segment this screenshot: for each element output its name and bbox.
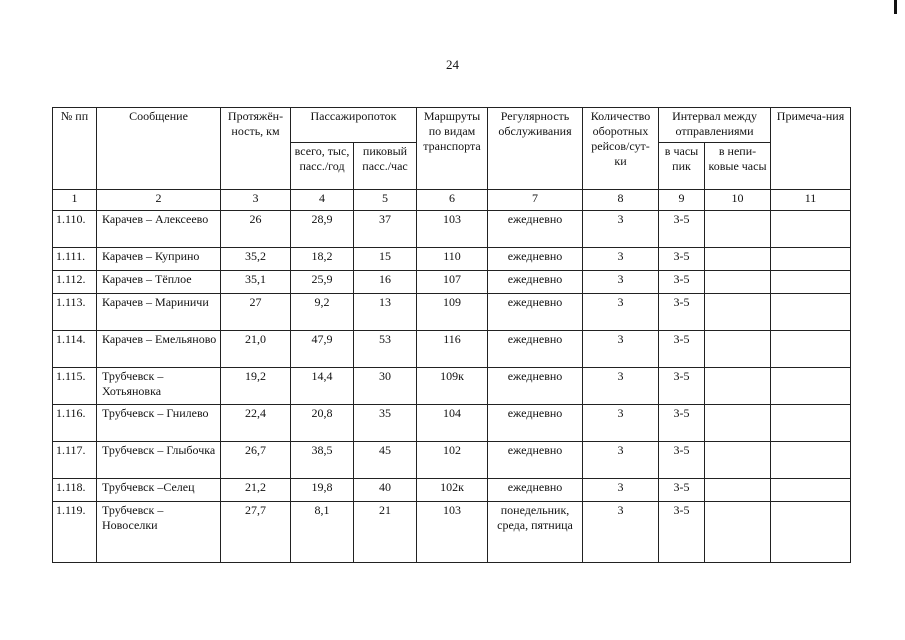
interval-offpeak <box>705 331 771 368</box>
regularity: понедельник, среда, пятница <box>488 502 583 563</box>
regularity: ежедневно <box>488 294 583 331</box>
column-number: 7 <box>488 190 583 211</box>
header-trips: Количество оборотных рейсов/сут-ки <box>583 108 659 190</box>
notes <box>771 211 851 248</box>
trips-count: 3 <box>583 405 659 442</box>
header-interval: Интервал между отправлениями <box>659 108 771 143</box>
passenger-peak: 16 <box>354 271 417 294</box>
interval-peak: 3-5 <box>659 211 705 248</box>
row-number: 1.118. <box>53 479 97 502</box>
regularity: ежедневно <box>488 211 583 248</box>
table-body <box>53 211 851 563</box>
route-length: 35,1 <box>221 271 291 294</box>
passenger-peak: 15 <box>354 248 417 271</box>
table-row <box>53 294 851 331</box>
table-row <box>53 368 851 405</box>
transport-route: 103 <box>417 211 488 248</box>
header-peak: пиковый пасс./час <box>354 143 417 190</box>
header-route: Сообщение <box>97 108 221 190</box>
trips-count: 3 <box>583 442 659 479</box>
route-length: 22,4 <box>221 405 291 442</box>
interval-offpeak <box>705 502 771 563</box>
header-total: всего, тыс, пасс./год <box>291 143 354 190</box>
trips-count: 3 <box>583 211 659 248</box>
passenger-total: 9,2 <box>291 294 354 331</box>
column-number: 11 <box>771 190 851 211</box>
passenger-total: 20,8 <box>291 405 354 442</box>
regularity: ежедневно <box>488 368 583 405</box>
interval-peak: 3-5 <box>659 502 705 563</box>
transport-route: 116 <box>417 331 488 368</box>
route-name: Трубчевск –Селец <box>97 479 221 502</box>
transport-route: 107 <box>417 271 488 294</box>
routes-table <box>52 107 851 563</box>
column-number: 5 <box>354 190 417 211</box>
column-number: 3 <box>221 190 291 211</box>
passenger-peak: 53 <box>354 331 417 368</box>
column-number: 4 <box>291 190 354 211</box>
route-length: 26,7 <box>221 442 291 479</box>
interval-offpeak <box>705 442 771 479</box>
row-number: 1.113. <box>53 294 97 331</box>
passenger-total: 18,2 <box>291 248 354 271</box>
interval-peak: 3-5 <box>659 331 705 368</box>
column-number: 10 <box>705 190 771 211</box>
notes <box>771 502 851 563</box>
interval-peak: 3-5 <box>659 405 705 442</box>
route-name: Трубчевск – Новоселки <box>97 502 221 563</box>
header-regularity: Регулярность обслуживания <box>488 108 583 190</box>
row-number: 1.114. <box>53 331 97 368</box>
passenger-total: 47,9 <box>291 331 354 368</box>
notes <box>771 331 851 368</box>
passenger-peak: 13 <box>354 294 417 331</box>
column-number: 1 <box>53 190 97 211</box>
route-length: 35,2 <box>221 248 291 271</box>
table-row <box>53 271 851 294</box>
route-name: Трубчевск – Гнилево <box>97 405 221 442</box>
column-number: 8 <box>583 190 659 211</box>
header-row-top <box>53 108 851 143</box>
interval-peak: 3-5 <box>659 294 705 331</box>
route-name: Трубчевск – Хотьяновка <box>97 368 221 405</box>
passenger-peak: 30 <box>354 368 417 405</box>
route-name: Карачев – Тёплое <box>97 271 221 294</box>
interval-offpeak <box>705 479 771 502</box>
transport-route: 104 <box>417 405 488 442</box>
trips-count: 3 <box>583 502 659 563</box>
table-header <box>53 108 851 211</box>
trips-count: 3 <box>583 368 659 405</box>
route-name: Карачев – Алексеево <box>97 211 221 248</box>
passenger-total: 28,9 <box>291 211 354 248</box>
row-number: 1.111. <box>53 248 97 271</box>
interval-peak: 3-5 <box>659 442 705 479</box>
column-number: 2 <box>97 190 221 211</box>
header-notes: Примеча-ния <box>771 108 851 190</box>
trips-count: 3 <box>583 479 659 502</box>
route-length: 26 <box>221 211 291 248</box>
table-row <box>53 248 851 271</box>
route-length: 21,2 <box>221 479 291 502</box>
route-name: Карачев – Емельяново <box>97 331 221 368</box>
row-number: 1.110. <box>53 211 97 248</box>
trips-count: 3 <box>583 331 659 368</box>
interval-peak: 3-5 <box>659 368 705 405</box>
interval-offpeak <box>705 271 771 294</box>
table-row <box>53 331 851 368</box>
interval-offpeak <box>705 294 771 331</box>
row-number: 1.116. <box>53 405 97 442</box>
column-number: 6 <box>417 190 488 211</box>
interval-peak: 3-5 <box>659 479 705 502</box>
regularity: ежедневно <box>488 405 583 442</box>
passenger-peak: 40 <box>354 479 417 502</box>
row-number: 1.117. <box>53 442 97 479</box>
passenger-total: 19,8 <box>291 479 354 502</box>
header-passenger-flow: Пассажиропоток <box>291 108 417 143</box>
passenger-peak: 37 <box>354 211 417 248</box>
transport-route: 102к <box>417 479 488 502</box>
interval-peak: 3-5 <box>659 271 705 294</box>
table-row <box>53 211 851 248</box>
notes <box>771 442 851 479</box>
header-length: Протяжён-ность, км <box>221 108 291 190</box>
route-name: Карачев – Мариничи <box>97 294 221 331</box>
passenger-peak: 45 <box>354 442 417 479</box>
passenger-total: 25,9 <box>291 271 354 294</box>
notes <box>771 368 851 405</box>
notes <box>771 405 851 442</box>
passenger-total: 8,1 <box>291 502 354 563</box>
notes <box>771 271 851 294</box>
row-number: 1.119. <box>53 502 97 563</box>
passenger-peak: 35 <box>354 405 417 442</box>
trips-count: 3 <box>583 248 659 271</box>
route-name: Карачев – Куприно <box>97 248 221 271</box>
transport-route: 110 <box>417 248 488 271</box>
header-interval-offpeak: в непи-ковые часы <box>705 143 771 190</box>
regularity: ежедневно <box>488 442 583 479</box>
transport-route: 103 <box>417 502 488 563</box>
passenger-total: 14,4 <box>291 368 354 405</box>
route-length: 19,2 <box>221 368 291 405</box>
passenger-peak: 21 <box>354 502 417 563</box>
interval-offpeak <box>705 211 771 248</box>
notes <box>771 294 851 331</box>
route-length: 27 <box>221 294 291 331</box>
regularity: ежедневно <box>488 331 583 368</box>
column-numbers-row <box>53 190 851 211</box>
interval-offpeak <box>705 405 771 442</box>
regularity: ежедневно <box>488 248 583 271</box>
interval-offpeak <box>705 248 771 271</box>
transport-route: 109к <box>417 368 488 405</box>
transport-route: 102 <box>417 442 488 479</box>
header-routes-by-transport: Маршруты по видам транспорта <box>417 108 488 190</box>
column-number: 9 <box>659 190 705 211</box>
table-row <box>53 502 851 563</box>
corner-mark <box>894 0 897 14</box>
interval-offpeak <box>705 368 771 405</box>
table-row <box>53 442 851 479</box>
route-name: Трубчевск – Глыбочка <box>97 442 221 479</box>
page-number: 24 <box>446 57 459 72</box>
header-interval-peak: в часы пик <box>659 143 705 190</box>
notes <box>771 248 851 271</box>
trips-count: 3 <box>583 271 659 294</box>
route-length: 21,0 <box>221 331 291 368</box>
row-number: 1.112. <box>53 271 97 294</box>
passenger-total: 38,5 <box>291 442 354 479</box>
notes <box>771 479 851 502</box>
table-row <box>53 479 851 502</box>
header-num: № пп <box>53 108 97 190</box>
row-number: 1.115. <box>53 368 97 405</box>
regularity: ежедневно <box>488 479 583 502</box>
route-length: 27,7 <box>221 502 291 563</box>
trips-count: 3 <box>583 294 659 331</box>
transport-route: 109 <box>417 294 488 331</box>
interval-peak: 3-5 <box>659 248 705 271</box>
regularity: ежедневно <box>488 271 583 294</box>
table-row <box>53 405 851 442</box>
